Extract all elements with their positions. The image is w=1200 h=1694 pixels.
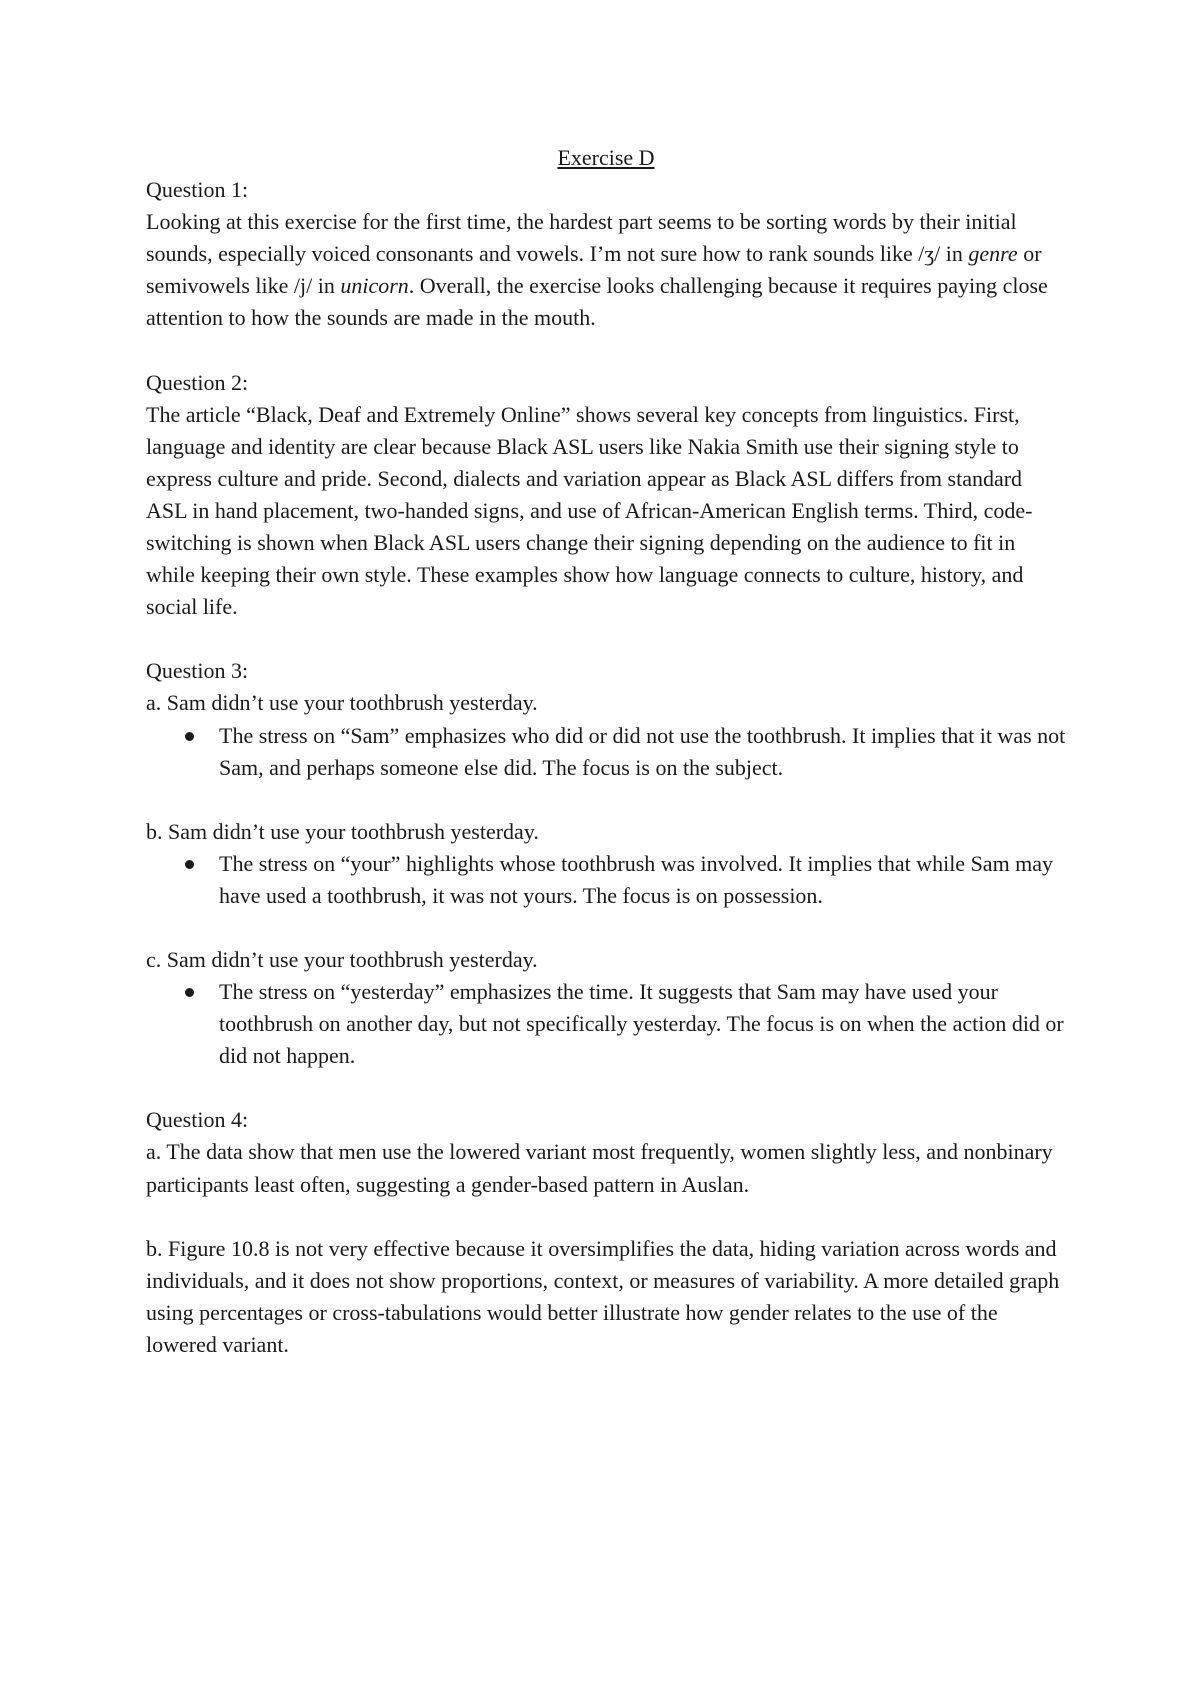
question-3a-bullets — [146, 720, 1066, 784]
question-3-heading: Question 3: — [146, 658, 249, 684]
question-3c-sentence: c. Sam didn’t use your toothbrush yesterday. — [146, 946, 538, 972]
question-2-heading: Question 2: — [146, 369, 249, 395]
paragraph-gap — [146, 623, 1066, 655]
question-3a-sentence: a. Sam didn’t use your toothbrush yesterday. — [146, 690, 538, 716]
question-3c-bullets — [146, 976, 1066, 1072]
question-1-answer — [146, 206, 1066, 334]
paragraph-gap — [146, 335, 1066, 367]
question-1-text-part-1: Looking at this exercise for the first time, the hardest part seems to be sorting words by their initial sounds, especially voiced consonants and vowels. I’m not sure how to rank sounds like /ʒ/ in — [146, 209, 1017, 267]
question-3b-bullets — [146, 848, 1066, 912]
page-title: Exercise D — [557, 145, 655, 170]
question-1-heading: Question 1: — [146, 177, 249, 203]
question-3a-bullet: The stress on “Sam” emphasizes who did or did not use the toothbrush. It implies that it was not Sam, and perhaps someone else did. The focus is on the subject. — [146, 720, 1066, 784]
paragraph-gap — [146, 912, 1066, 944]
question-2-answer: The article “Black, Deaf and Extremely Online” shows several key concepts from linguistics. First, language and identity are clear because Black ASL users like Nakia Smith use their signing style to express culture and pride. Second, dialects and variation appear as Black ASL differs from standard ASL in hand placement, two-handed signs, and use of African-American English terms. Third, code-switching is shown when Black ASL users change their signing depending on the audience to fit in while keeping their own style. These examples show how language connects to culture, history, and social life. — [146, 401, 1033, 620]
question-1-text-part-2: or semivowels like /j/ in — [146, 241, 1042, 299]
question-1-text-part-3: . Overall, the exercise looks challenging because it requires paying close attention to how the sounds are made in the mouth. — [146, 273, 1048, 331]
question-4-heading: Question 4: — [146, 1107, 249, 1133]
paragraph-gap — [146, 1201, 1066, 1233]
paragraph-gap — [146, 784, 1066, 816]
question-4a-answer: a. The data show that men use the lowered variant most frequently, women slightly less, and nonbinary participants least often, suggesting a gender-based pattern in Auslan. — [146, 1139, 1053, 1197]
word-genre: genre — [968, 241, 1018, 267]
paragraph-gap — [146, 1072, 1066, 1104]
question-4b-answer: b. Figure 10.8 is not very effective because it oversimplifies the data, hiding variation across words and individuals, and it does not show proportions, context, or measures of variability. A more detailed graph using percentages or cross-tabulations would better illustrate how gender relates to the use of the lowered variant. — [146, 1235, 1060, 1357]
document-page — [146, 142, 1066, 1361]
question-3b-bullet: The stress on “your” highlights whose toothbrush was involved. It implies that while Sam may have used a toothbrush, it was not yours. The focus is on possession. — [146, 848, 1066, 912]
question-3b-sentence: b. Sam didn’t use your toothbrush yesterday. — [146, 818, 539, 844]
question-3c-bullet: The stress on “yesterday” emphasizes the time. It suggests that Sam may have used your toothbrush on another day, but not specifically yesterday. The focus is on when the action did or did not happen. — [146, 976, 1066, 1072]
word-unicorn: unicorn — [340, 273, 409, 299]
